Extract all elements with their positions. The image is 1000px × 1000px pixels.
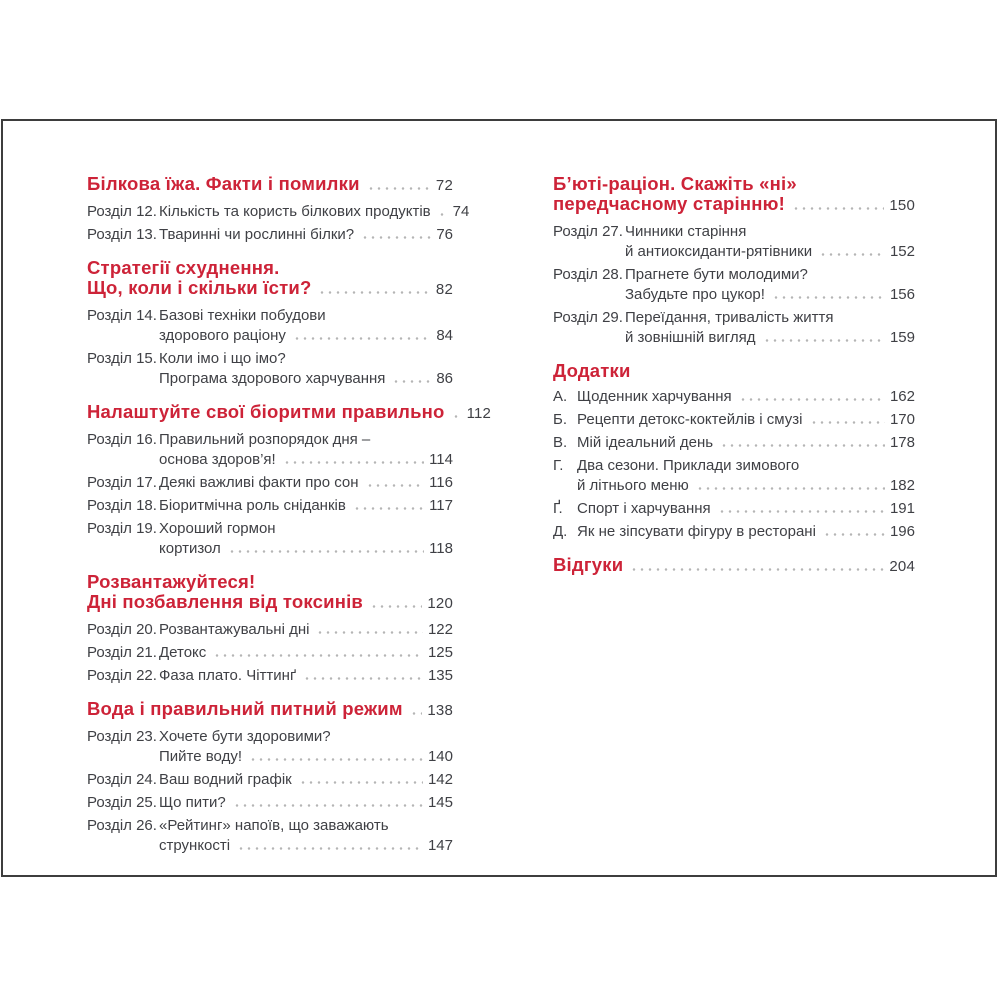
page-number: 76	[436, 226, 453, 243]
heading-text: Білкова їжа. Факти і помилки	[87, 173, 360, 194]
entry-text: й зовнішній вигляд	[625, 329, 756, 346]
dot-leader	[318, 291, 430, 294]
dot-leader	[763, 339, 885, 342]
dot-leader	[810, 421, 885, 424]
toc-entry	[87, 349, 453, 389]
heading-text: передчасному старінню!	[553, 193, 786, 214]
entry-line	[87, 519, 453, 539]
entry-label: Розділ 26.	[87, 817, 157, 834]
page-number: 135	[427, 667, 453, 684]
entry-text: Забудьте про цукор!	[625, 286, 765, 303]
toc-entry	[553, 308, 915, 348]
dot-leader	[361, 236, 431, 239]
toc-entry	[87, 727, 453, 767]
entry-text: Хочете бути здоровими?	[159, 728, 331, 745]
entry-label: Розділ 15.	[87, 350, 157, 367]
dot-leader	[366, 484, 425, 487]
page-number: 191	[889, 500, 915, 517]
page-number: 150	[889, 197, 915, 214]
heading-text: Розвантажуйтеся!	[87, 571, 256, 592]
entry-line	[553, 522, 915, 542]
dot-leader	[438, 213, 448, 216]
toc-entry	[553, 522, 915, 542]
entry-label: Розділ 29.	[553, 309, 623, 326]
entry-label: Розділ 19.	[87, 520, 157, 537]
toc-entry	[87, 430, 453, 470]
entry-text: Ваш водний графік	[159, 771, 292, 788]
entry-line	[87, 306, 453, 326]
entry-line	[87, 539, 453, 559]
page-number: 120	[427, 595, 453, 612]
page-number: 140	[427, 748, 453, 765]
toc-entry	[553, 456, 915, 496]
dot-leader	[410, 712, 423, 715]
entry-line	[553, 285, 915, 305]
entry-text: Тваринні чи рослинні білки?	[159, 226, 355, 243]
heading-line	[87, 572, 453, 592]
toc-entry	[87, 306, 453, 346]
page-number: 182	[889, 477, 915, 494]
entry-text: Спорт і харчування	[577, 500, 711, 517]
entry-label: Розділ 27.	[553, 223, 623, 240]
heading-line	[553, 194, 915, 216]
toc-columns	[87, 174, 995, 869]
toc-section-heading	[553, 361, 915, 381]
entry-line	[553, 308, 915, 328]
entry-line	[87, 202, 470, 222]
entry-line	[87, 496, 453, 516]
entry-line	[87, 349, 453, 369]
entry-text: здорового раціону	[159, 327, 286, 344]
entry-line	[553, 328, 915, 348]
toc-entry	[87, 643, 453, 663]
entry-label: Розділ 23.	[87, 728, 157, 745]
entry-text: Пийте воду!	[159, 748, 242, 765]
heading-line	[553, 555, 915, 577]
toc-entry	[87, 496, 453, 516]
dot-leader	[228, 550, 424, 553]
entry-label: Б.	[553, 411, 568, 428]
entry-line	[87, 836, 453, 856]
entry-line	[87, 666, 453, 686]
entry-text: стрункості	[159, 837, 231, 854]
entry-line	[553, 433, 915, 453]
entry-text: Правильний розпорядок дня –	[159, 431, 371, 448]
entry-text: й літнього меню	[577, 477, 689, 494]
toc-entry	[553, 222, 915, 262]
page-number: 125	[427, 644, 453, 661]
toc-section-heading	[553, 555, 915, 577]
heading-line	[553, 361, 915, 381]
toc-section	[87, 699, 453, 856]
entry-text: Коли імо і що імо?	[159, 350, 286, 367]
entry-line	[87, 793, 453, 813]
page-number: 152	[889, 243, 915, 260]
dot-leader	[237, 847, 423, 850]
dot-leader	[283, 461, 424, 464]
entry-line	[87, 326, 453, 346]
entry-line	[87, 225, 453, 245]
dot-leader	[249, 758, 423, 761]
dot-leader	[630, 568, 884, 571]
entry-text: Кількість та користь білкових продуктів	[159, 203, 431, 220]
dot-leader	[299, 781, 423, 784]
toc-entry	[553, 499, 915, 519]
entry-line	[553, 499, 915, 519]
heading-text: Додатки	[553, 360, 631, 381]
entry-line	[87, 430, 453, 450]
page-number: 114	[429, 451, 453, 468]
dot-leader	[772, 296, 885, 299]
book-page	[1, 119, 997, 877]
entry-label: Розділ 25.	[87, 794, 157, 811]
entry-text: Біоритмічна роль сніданків	[159, 497, 346, 514]
page-number: 145	[427, 794, 453, 811]
entry-label: Розділ 16.	[87, 431, 157, 448]
entry-text: Два сезони. Приклади зимового	[577, 457, 800, 474]
dot-leader	[367, 187, 431, 190]
entry-line	[87, 727, 453, 747]
dot-leader	[303, 677, 423, 680]
page-number: 112	[466, 405, 492, 422]
entry-label: Розділ 13.	[87, 226, 157, 243]
toc-entry	[87, 666, 453, 686]
dot-leader	[452, 415, 462, 418]
entry-label: Розділ 28.	[553, 266, 623, 283]
dot-leader	[316, 631, 423, 634]
entry-line	[553, 242, 915, 262]
entry-label: Розділ 18.	[87, 497, 157, 514]
page-number: 159	[889, 329, 915, 346]
entry-label: Д.	[553, 523, 568, 540]
entry-line	[87, 770, 453, 790]
entry-line	[553, 410, 915, 430]
heading-text: Налаштуйте свої біоритми правильно	[87, 401, 445, 422]
heading-text: Дні позбавлення від токсинів	[87, 591, 363, 612]
page-number: 118	[429, 540, 453, 557]
page-number: 86	[436, 370, 453, 387]
dot-leader	[233, 804, 423, 807]
heading-line	[87, 174, 453, 196]
toc-section	[87, 572, 453, 686]
entry-label: Розділ 17.	[87, 474, 157, 491]
entry-text: Мій ідеальний день	[577, 434, 714, 451]
toc-section-heading	[87, 572, 453, 614]
dot-leader	[720, 444, 885, 447]
entry-label: Розділ 12.	[87, 203, 157, 220]
heading-line	[87, 592, 453, 614]
entry-text: Що пити?	[159, 794, 226, 811]
toc-section	[553, 174, 915, 348]
entry-line	[553, 456, 915, 476]
entry-text: Програма здорового харчування	[159, 370, 386, 387]
toc-section	[553, 555, 915, 577]
entry-text: Фаза плато. Чіттинґ	[159, 667, 297, 684]
entry-text: Базові техніки побудови	[159, 307, 326, 324]
dot-leader	[370, 605, 422, 608]
page-number: 170	[889, 411, 915, 428]
dot-leader	[696, 487, 885, 490]
heading-line	[87, 401, 492, 424]
heading-line	[553, 174, 915, 194]
entry-label: В.	[553, 434, 568, 451]
entry-line	[87, 369, 453, 389]
page-number: 156	[889, 286, 915, 303]
entry-text: Чинники старіння	[625, 223, 747, 240]
toc-entry	[553, 433, 915, 453]
page-number: 138	[427, 702, 453, 719]
toc-column-left	[87, 173, 492, 869]
entry-text: Як не зіпсувати фігуру в ресторані	[577, 523, 816, 540]
dot-leader	[819, 253, 885, 256]
toc-entry	[87, 793, 453, 813]
toc-entry	[553, 387, 915, 407]
toc-section	[87, 258, 453, 389]
toc-column-right	[553, 174, 915, 869]
entry-line	[87, 643, 453, 663]
entry-line	[87, 450, 453, 470]
heading-text: Що, коли і скільки їсти?	[87, 277, 312, 298]
page-number: 204	[889, 558, 915, 575]
dot-leader	[353, 507, 424, 510]
toc-section	[87, 401, 492, 559]
toc-section	[553, 361, 915, 542]
entry-line	[553, 387, 915, 407]
entry-line	[87, 816, 453, 836]
entry-text: Детокс	[159, 644, 207, 661]
entry-text: Рецепти детокс-коктейлів і смузі	[577, 411, 803, 428]
heading-line	[87, 699, 453, 721]
toc-entry	[553, 265, 915, 305]
entry-text: й антиоксиданти-рятівники	[625, 243, 813, 260]
heading-text: Відгуки	[553, 554, 624, 575]
entry-line	[553, 476, 915, 496]
entry-line	[87, 747, 453, 767]
page-number: 84	[436, 327, 453, 344]
page-number: 142	[427, 771, 453, 788]
entry-label: Розділ 22.	[87, 667, 157, 684]
dot-leader	[392, 380, 431, 383]
toc-entry	[553, 410, 915, 430]
toc-section-heading	[87, 699, 453, 721]
entry-line	[553, 265, 915, 285]
entry-label: Розділ 24.	[87, 771, 157, 788]
page-number: 178	[889, 434, 915, 451]
entry-line	[553, 222, 915, 242]
dot-leader	[792, 207, 884, 210]
toc-entry	[87, 519, 453, 559]
toc-section-heading	[553, 174, 915, 216]
dot-leader	[739, 398, 885, 401]
entry-line	[87, 620, 453, 640]
entry-label: Ґ.	[553, 500, 563, 517]
entry-label: Розділ 21.	[87, 644, 157, 661]
page-number: 74	[452, 203, 470, 220]
entry-label: А.	[553, 388, 568, 405]
entry-label: Розділ 20.	[87, 621, 157, 638]
toc-section	[87, 173, 470, 245]
toc-entry	[87, 225, 453, 245]
entry-text: основа здоров’я!	[159, 451, 276, 468]
entry-line	[87, 473, 453, 493]
entry-text: Щоденник харчування	[577, 388, 732, 405]
toc-section-heading	[87, 174, 453, 196]
dot-leader	[718, 510, 885, 513]
toc-entry	[87, 770, 453, 790]
toc-entry	[87, 620, 453, 640]
page-number: 122	[427, 621, 453, 638]
toc-section-heading	[87, 401, 492, 424]
entry-text: Деякі важливі факти про сон	[159, 474, 359, 491]
entry-text: Хороший гормон	[159, 520, 276, 537]
page-number: 162	[889, 388, 915, 405]
heading-text: Стратегії схуднення.	[87, 257, 280, 278]
page-number: 196	[889, 523, 915, 540]
toc-entry	[87, 202, 470, 222]
toc-section-heading	[87, 258, 453, 300]
entry-text: Переїдання, тривалість життя	[625, 309, 834, 326]
entry-text: «Рейтинг» напоїв, що заважають	[159, 817, 389, 834]
dot-leader	[293, 337, 431, 340]
toc-entry	[87, 816, 453, 856]
entry-text: кортизол	[159, 540, 221, 557]
entry-label: Розділ 14.	[87, 307, 157, 324]
page-number: 72	[435, 177, 453, 194]
page-number: 116	[429, 474, 453, 491]
heading-text: Вода і правильний питний режим	[87, 698, 403, 719]
page-number: 147	[427, 837, 453, 854]
entry-label: Г.	[553, 457, 564, 474]
entry-text: Прагнете бути молодими?	[625, 266, 808, 283]
dot-leader	[823, 533, 885, 536]
entry-text: Розвантажувальні дні	[159, 621, 310, 638]
heading-line	[87, 278, 453, 300]
dot-leader	[213, 654, 423, 657]
heading-text: Б’юті-раціон. Скажіть «ні»	[553, 173, 797, 194]
page-number: 82	[435, 281, 453, 298]
toc-entry	[87, 473, 453, 493]
page-number: 117	[429, 497, 453, 514]
heading-line	[87, 258, 453, 278]
